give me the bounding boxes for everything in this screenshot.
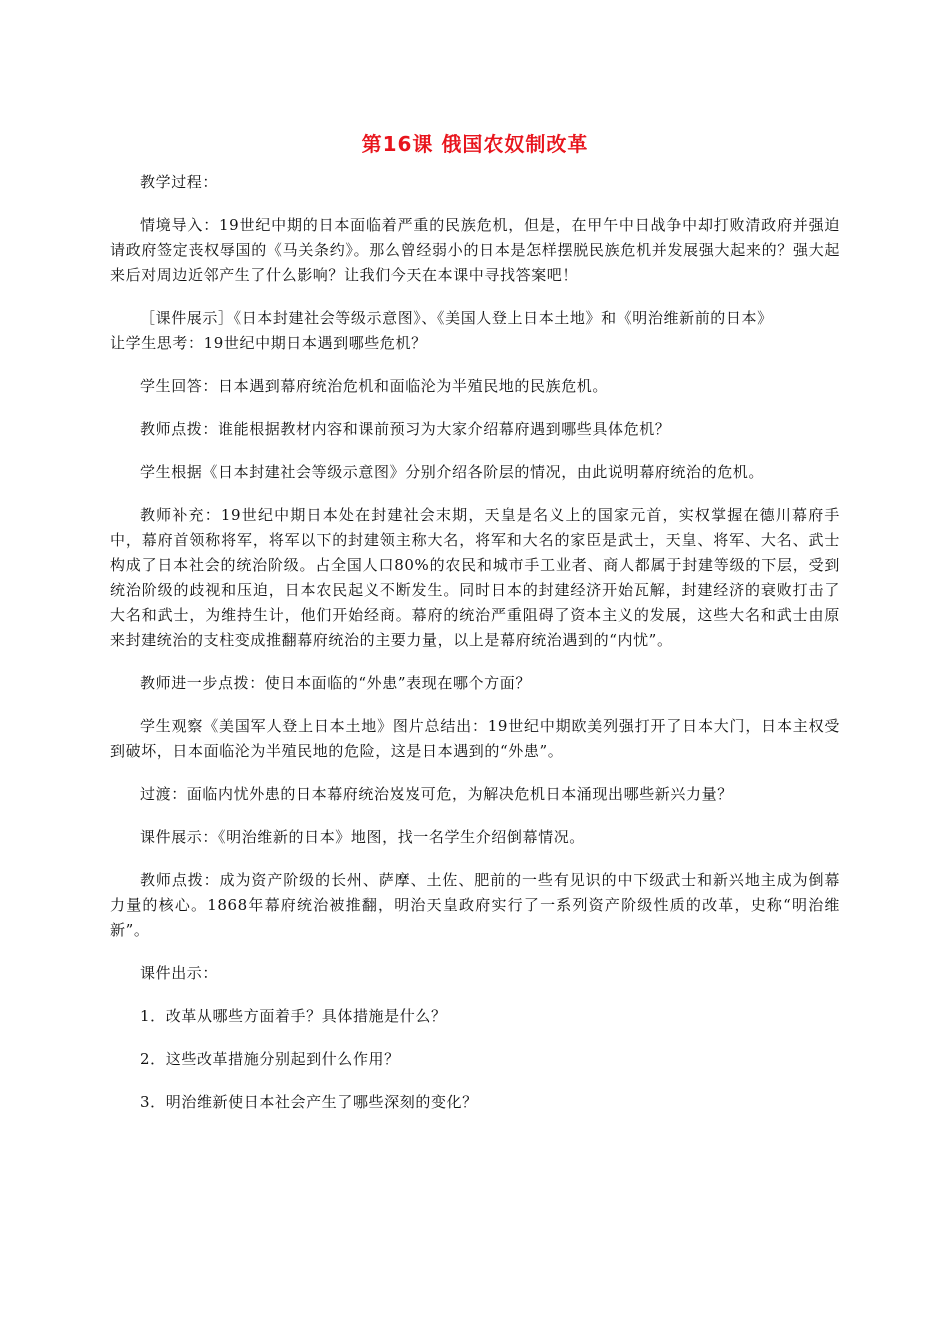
paragraph-transition: 过渡：面临内忧外患的日本幕府统治岌岌可危，为解决危机日本涌现出哪些新兴力量？ (140, 785, 733, 803)
paragraph-teaching-process: 教学过程： (140, 173, 219, 191)
list-item-question-2: 2．这些改革措施分别起到什么作用？ (140, 1050, 400, 1068)
paragraph-introduction: 情境导入：19世纪中期的日本面临着严重的民族危机，但是，在甲午中日战争中却打败清政府并强迫请政府签定丧权辱国的《马关条约》。那么曾经弱小的日本是怎样摆脱民族危机并发展强大起来的？强大起来后对周边近邻产生了什么影响？让我们今天在本课中寻找答案吧！ (110, 216, 840, 284)
list-item-question-3: 3．明治维新使日本社会产生了哪些深刻的变化？ (140, 1093, 478, 1111)
paragraph-courseware-display: ［课件展示］《日本封建社会等级示意图》、《美国人登上日本土地》和《明治维新前的日本》 (140, 309, 773, 327)
paragraph-student-answer: 学生回答：日本遇到幕府统治危机和面临沦为半殖民地的民族危机。 (140, 377, 609, 395)
paragraph-courseware-map: 课件展示：《明治维新的日本》地图，找一名学生介绍倒幕情况。 (140, 828, 585, 846)
document-body (110, 170, 840, 1133)
paragraph-teacher-further: 教师进一步点拨：使日本面临的“外患”表现在哪个方面？ (140, 674, 531, 692)
paragraph-teacher-guide: 教师点拨：谁能根据教材内容和课前预习为大家介绍幕府遇到哪些具体危机？ (140, 420, 671, 438)
paragraph-teacher-supplement: 教师补充：19世纪中期日本处在封建社会末期，天皇是名义上的国家元首，实权掌握在德川幕府手中，幕府首领称将军，将军以下的封建领主称大名，将军和大名的家臣是武士，天皇、将军、大名、武士构成了日本社会的统治阶级。占全国人口80%的农民和城市手工业者、商人都属于封建等级的下层，受到统治阶级的歧视和压迫，日本农民起义不断发生。同时日本的封建经济开始瓦解，封建经济的衰败打击了大名和武士，为维持生计，他们开始经商。幕府的统治严重阻碍了资本主义的发展，这些大名和武士由原来封建统治的支柱变成推翻幕府统治的主要力量，以上是幕府统治遇到的“内忧”。 (110, 506, 840, 649)
list-item-question-1: 1．改革从哪些方面着手？具体措施是什么？ (140, 1007, 447, 1025)
paragraph-teacher-point: 教师点拨：成为资产阶级的长州、萨摩、土佐、肥前的一些有见识的中下级武士和新兴地主成为倒幕力量的核心。1868年幕府统治被推翻，明治天皇政府实行了一系列资产阶级性质的改革，史称“明治维新”。 (110, 871, 840, 939)
paragraph-courseware-show: 课件出示： (140, 964, 219, 982)
paragraph-student-introduce: 学生根据《日本封建社会等级示意图》分别介绍各阶层的情况，由此说明幕府统治的危机。 (140, 463, 765, 481)
paragraph-student-think: 让学生思考：19世纪中期日本遇到哪些危机？ (110, 334, 427, 352)
paragraph-student-observe: 学生观察《美国军人登上日本土地》图片总结出：19世纪中期欧美列强打开了日本大门，日本主权受到破坏，日本面临沦为半殖民地的危险，这是日本遇到的“外患”。 (110, 717, 840, 760)
page-title: 第16课 俄国农奴制改革 (361, 132, 589, 156)
